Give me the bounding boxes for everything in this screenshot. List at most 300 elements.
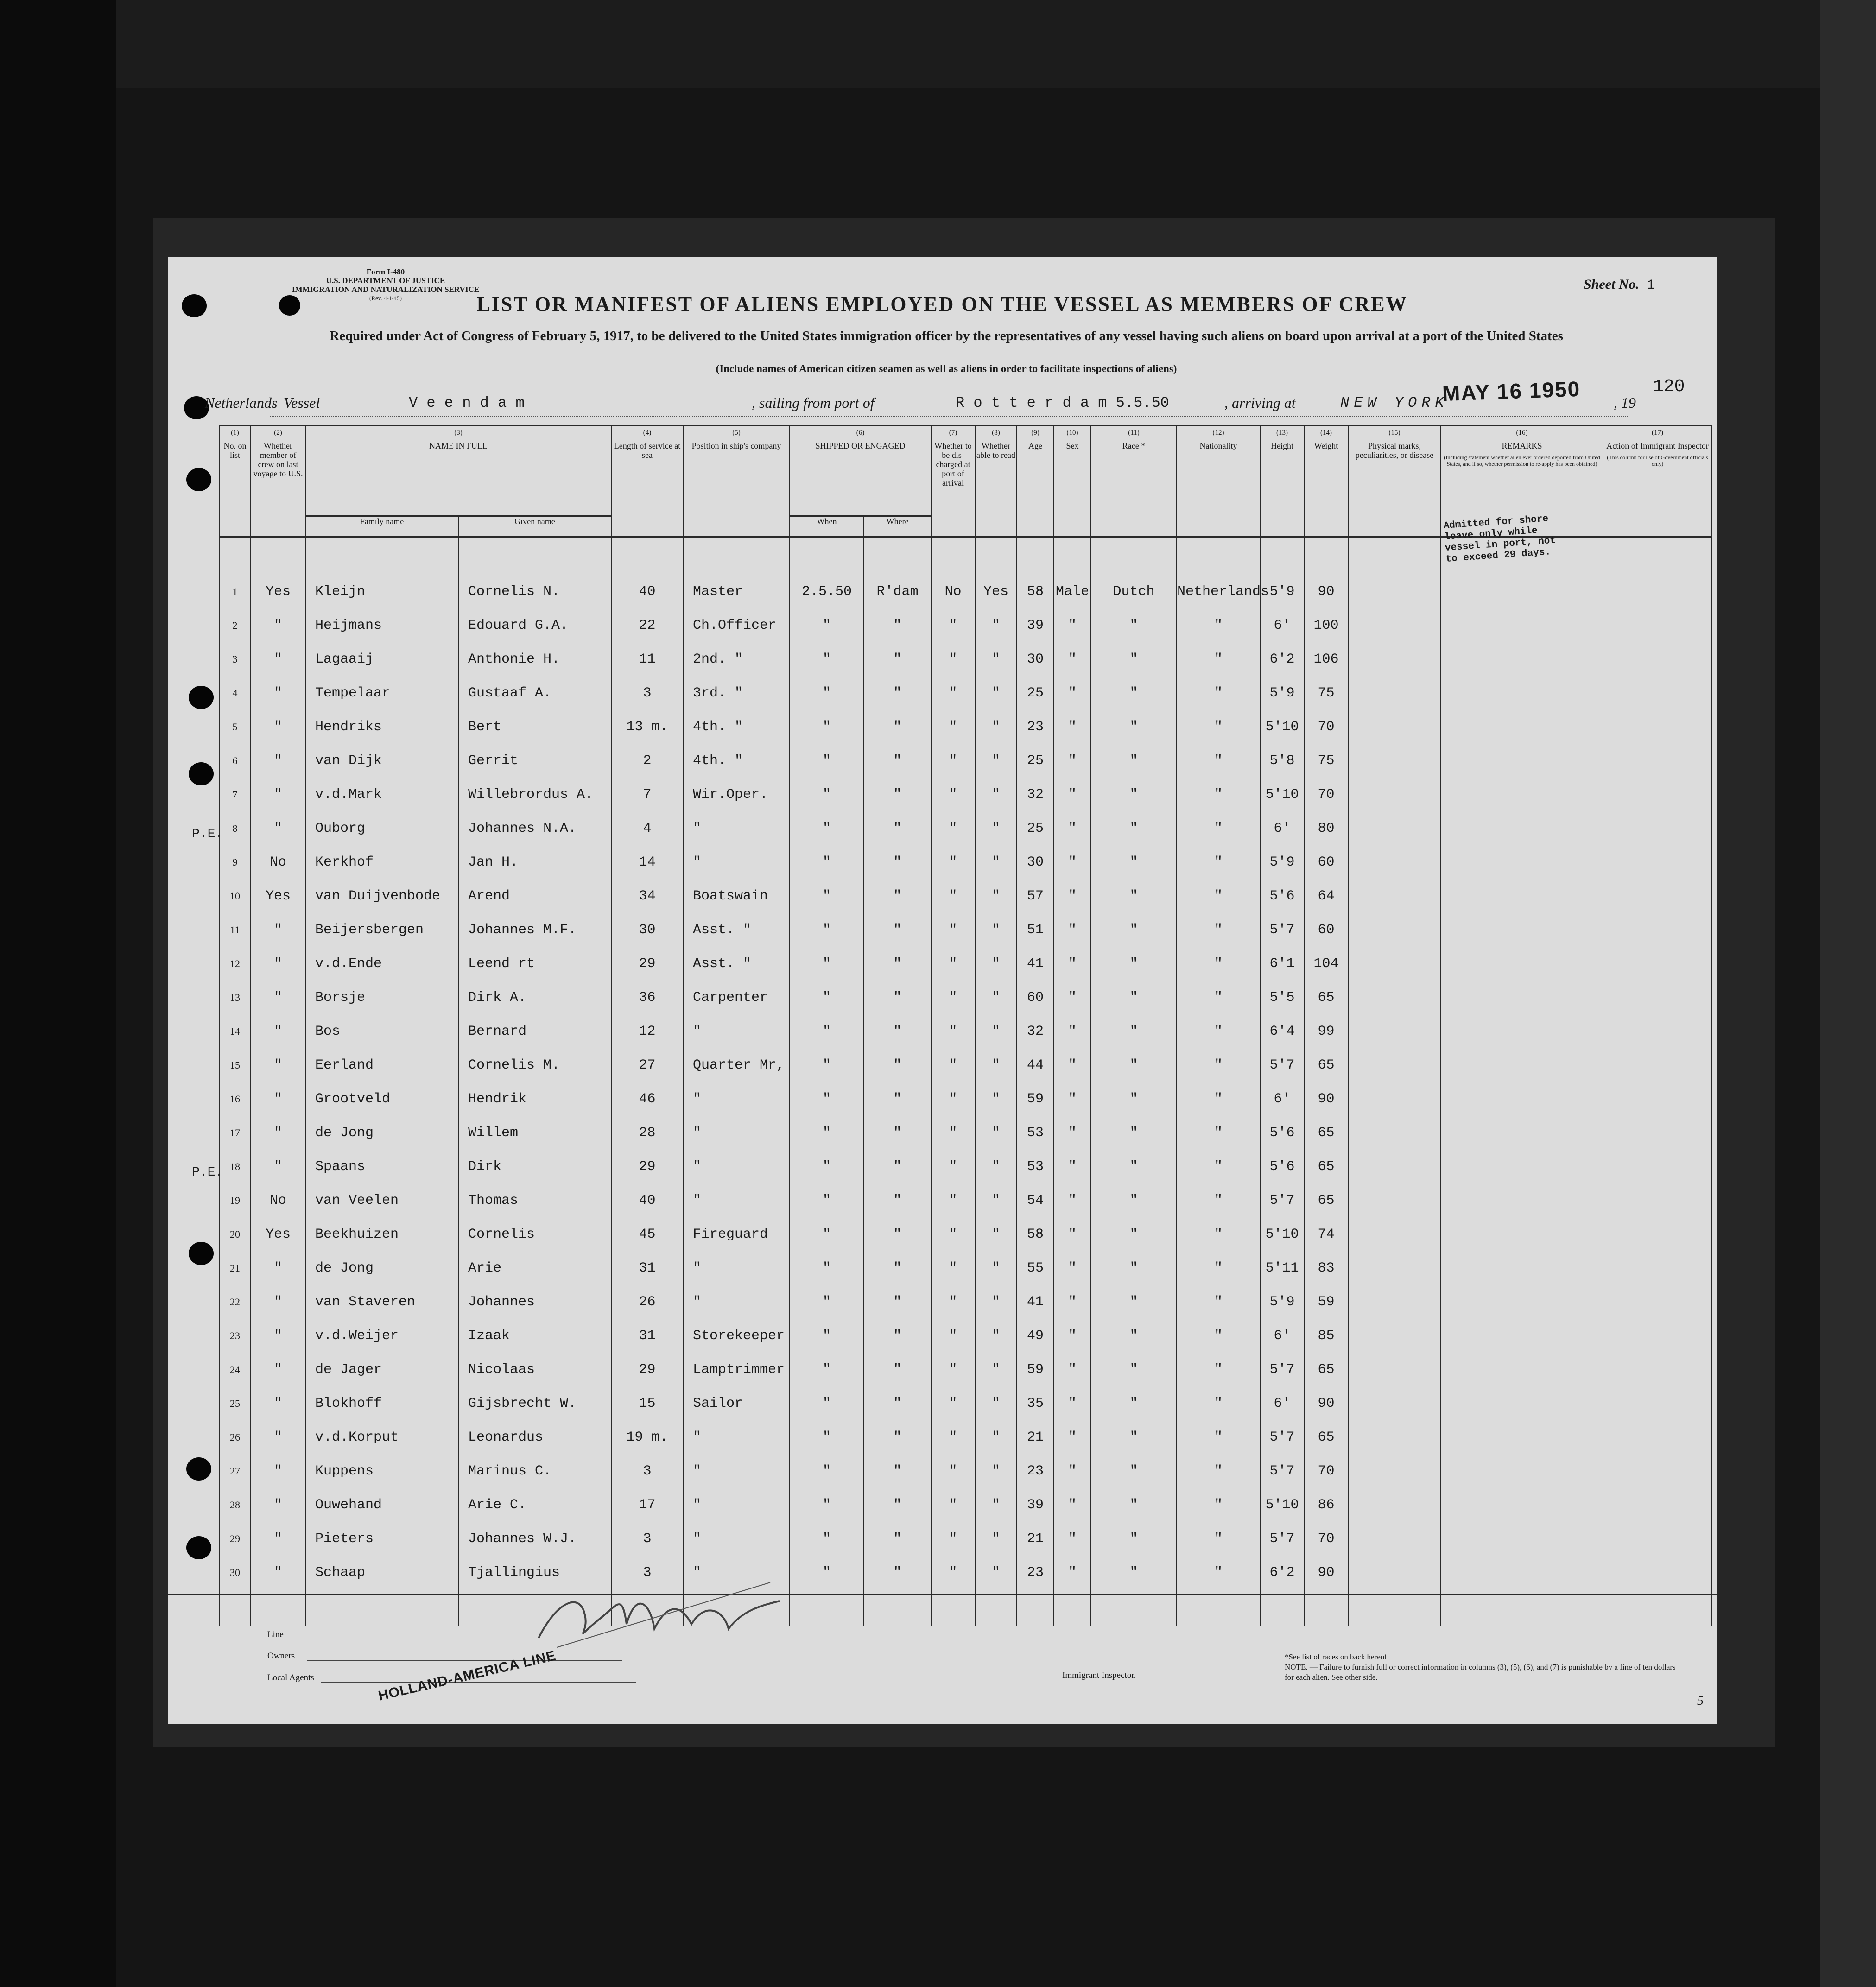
cell-when: " — [790, 1454, 864, 1488]
cell-empty — [1441, 1353, 1603, 1386]
punch-hole — [186, 1536, 211, 1559]
cell-height: 5'11 — [1260, 1251, 1304, 1285]
cell-given: Johannes W.J. — [458, 1522, 611, 1556]
cell-age: 23 — [1017, 1454, 1054, 1488]
cell-position: " — [683, 1556, 790, 1589]
cell-where: " — [864, 1319, 931, 1353]
cell-where: " — [864, 1488, 931, 1522]
cell-disch: " — [931, 1319, 975, 1353]
cell-sex: " — [1054, 947, 1091, 981]
form-department: U.S. DEPARTMENT OF JUSTICE — [326, 276, 445, 285]
cell-when: " — [790, 642, 864, 676]
col-service-header: (4) Length of service at sea — [611, 426, 683, 537]
cell-race: " — [1091, 608, 1177, 642]
cell-no: 14 — [219, 1014, 251, 1048]
cell-empty — [1603, 981, 1712, 1014]
cell-when: " — [790, 1556, 864, 1589]
cell-empty — [1441, 879, 1603, 913]
footer-rule — [321, 1682, 636, 1683]
cell-empty — [1441, 778, 1603, 811]
cell-age: 53 — [1017, 1150, 1054, 1183]
cell-empty — [1348, 1183, 1441, 1217]
cell-empty — [1603, 778, 1712, 811]
cell-nationality: " — [1177, 710, 1260, 744]
form-number: Form I-480 — [366, 267, 405, 276]
cell-empty — [1348, 1150, 1441, 1183]
cell-read: " — [975, 1150, 1017, 1183]
cell-weight: 70 — [1304, 710, 1348, 744]
cell-where: " — [864, 1082, 931, 1116]
cell-when: " — [790, 1014, 864, 1048]
cell-race: " — [1091, 1353, 1177, 1386]
cell-empty — [1348, 744, 1441, 778]
cell-position: 4th. " — [683, 744, 790, 778]
cell-prev: " — [251, 1150, 305, 1183]
cell-disch: " — [931, 947, 975, 981]
col-last-voyage-header: (2) Whether member of crew on last voyage to U.S. — [251, 426, 305, 537]
cell-nationality: " — [1177, 778, 1260, 811]
cell-given: Arie C. — [458, 1488, 611, 1522]
cell-height: 6'2 — [1260, 1556, 1304, 1589]
cell-no: 12 — [219, 947, 251, 981]
cell-nationality: " — [1177, 1454, 1260, 1488]
cell-nationality: " — [1177, 1150, 1260, 1183]
cell-empty — [1441, 1116, 1603, 1150]
cell-family: de Jong — [305, 1251, 458, 1285]
cell-empty — [1441, 1048, 1603, 1082]
cell-disch: " — [931, 710, 975, 744]
cell-family: Ouwehand — [305, 1488, 458, 1522]
cell-empty — [1348, 1556, 1441, 1589]
cell-where: " — [864, 1285, 931, 1319]
cell-weight: 90 — [1304, 1556, 1348, 1589]
cell-prev: " — [251, 1420, 305, 1454]
cell-service: 3 — [611, 1556, 683, 1589]
cell-age: 25 — [1017, 811, 1054, 845]
cell-height: 5'9 — [1260, 845, 1304, 879]
cell-empty — [1441, 1183, 1603, 1217]
cell-height: 5'9 — [1260, 575, 1304, 608]
cell-race: " — [1091, 879, 1177, 913]
cell-sex: " — [1054, 845, 1091, 879]
cell-sex: " — [1054, 642, 1091, 676]
cell-empty — [1348, 778, 1441, 811]
cell-prev: " — [251, 1116, 305, 1150]
cell-disch: " — [931, 778, 975, 811]
cell-age: 55 — [1017, 1251, 1054, 1285]
cell-where: " — [864, 1386, 931, 1420]
cell-read: " — [975, 1454, 1017, 1488]
cell-sex: " — [1054, 981, 1091, 1014]
cell-height: 6' — [1260, 608, 1304, 642]
table-row — [219, 1488, 1712, 1522]
cell-no: 22 — [219, 1285, 251, 1319]
cell-family: Heijmans — [305, 608, 458, 642]
cell-race: " — [1091, 811, 1177, 845]
table-row — [219, 575, 1712, 608]
cell-sex: " — [1054, 710, 1091, 744]
cell-given: Cornelis N. — [458, 575, 611, 608]
col-nationality-header: (12) Nationality — [1177, 426, 1260, 537]
cell-age: 58 — [1017, 1217, 1054, 1251]
cell-weight: 90 — [1304, 1082, 1348, 1116]
margin-mark: P.E. — [192, 827, 223, 842]
cell-empty — [1441, 642, 1603, 676]
cell-read: " — [975, 744, 1017, 778]
cell-service: 14 — [611, 845, 683, 879]
cell-position: " — [683, 1420, 790, 1454]
cell-disch: " — [931, 1183, 975, 1217]
cell-prev: No — [251, 1183, 305, 1217]
cell-race: " — [1091, 1522, 1177, 1556]
cell-height: 5'7 — [1260, 1183, 1304, 1217]
cell-no: 15 — [219, 1048, 251, 1082]
cell-where: " — [864, 1454, 931, 1488]
cell-empty — [1348, 1217, 1441, 1251]
cell-height: 5'6 — [1260, 1150, 1304, 1183]
col-age-header: (9) Age — [1017, 426, 1054, 537]
cell-age: 30 — [1017, 845, 1054, 879]
table-row — [219, 811, 1712, 845]
cell-sex: " — [1054, 879, 1091, 913]
cell-empty — [1603, 913, 1712, 947]
cell-family: Kerkhof — [305, 845, 458, 879]
cell-age: 21 — [1017, 1420, 1054, 1454]
cell-age: 25 — [1017, 676, 1054, 710]
footer-notes — [1285, 1652, 1679, 1683]
cell-weight: 65 — [1304, 1116, 1348, 1150]
cell-empty — [1603, 1082, 1712, 1116]
cell-when: " — [790, 778, 864, 811]
cell-nationality: " — [1177, 608, 1260, 642]
cell-disch: " — [931, 1488, 975, 1522]
cell-empty — [1441, 947, 1603, 981]
cell-empty — [1348, 676, 1441, 710]
cell-when: " — [790, 1386, 864, 1420]
cell-height: 5'10 — [1260, 1217, 1304, 1251]
cell-no: 20 — [219, 1217, 251, 1251]
cell-given: Cornelis M. — [458, 1048, 611, 1082]
cell-family: Spaans — [305, 1150, 458, 1183]
cell-where: " — [864, 1522, 931, 1556]
footer-rule — [307, 1660, 622, 1661]
table-row — [219, 1353, 1712, 1386]
cell-given: Jan H. — [458, 845, 611, 879]
cell-age: 35 — [1017, 1386, 1054, 1420]
cell-weight: 70 — [1304, 1522, 1348, 1556]
cell-nationality: " — [1177, 879, 1260, 913]
cell-family: van Veelen — [305, 1183, 458, 1217]
col-height-header: (13) Height — [1260, 426, 1304, 537]
manifest-sheet — [168, 257, 1717, 1724]
cell-empty — [1441, 1488, 1603, 1522]
cell-prev: " — [251, 744, 305, 778]
cell-given: Arend — [458, 879, 611, 913]
arriving-label: , arriving at — [1224, 394, 1296, 411]
cell-given: Arie — [458, 1251, 611, 1285]
cell-given: Willebrordus A. — [458, 778, 611, 811]
table-row — [219, 1048, 1712, 1082]
cell-read: Yes — [975, 575, 1017, 608]
cell-race: " — [1091, 676, 1177, 710]
cell-family: Bos — [305, 1014, 458, 1048]
cell-read: " — [975, 1319, 1017, 1353]
cell-empty — [1603, 1454, 1712, 1488]
cell-position: Fireguard — [683, 1217, 790, 1251]
cell-when: " — [790, 811, 864, 845]
cell-read: " — [975, 676, 1017, 710]
cell-empty — [1603, 608, 1712, 642]
cell-read: " — [975, 1285, 1017, 1319]
cell-read: " — [975, 1082, 1017, 1116]
cell-empty — [1603, 811, 1712, 845]
cell-race: " — [1091, 981, 1177, 1014]
cell-disch: " — [931, 744, 975, 778]
cell-sex: " — [1054, 1082, 1091, 1116]
cell-sex: " — [1054, 744, 1091, 778]
cell-weight: 65 — [1304, 1048, 1348, 1082]
cell-given: Cornelis — [458, 1217, 611, 1251]
cell-empty — [1441, 575, 1603, 608]
cell-position: 3rd. " — [683, 676, 790, 710]
cell-position: 2nd. " — [683, 642, 790, 676]
vessel-line-rule — [270, 416, 1628, 417]
cell-family: Beekhuizen — [305, 1217, 458, 1251]
punch-hole — [189, 686, 214, 709]
cell-sex: " — [1054, 1353, 1091, 1386]
sheet-number-value: 1 — [1647, 278, 1655, 293]
cell-empty — [1603, 1048, 1712, 1082]
cell-position: Sailor — [683, 1386, 790, 1420]
col-given-name-header: Given name — [458, 516, 611, 537]
cell-sex: " — [1054, 1522, 1091, 1556]
cell-given: Tjallingius — [458, 1556, 611, 1589]
sailing-label: , sailing from port of — [752, 394, 875, 411]
cell-sex: " — [1054, 1048, 1091, 1082]
cell-empty — [1348, 1048, 1441, 1082]
cell-read: " — [975, 811, 1017, 845]
cell-position: " — [683, 1454, 790, 1488]
table-row — [219, 1082, 1712, 1116]
cell-where: " — [864, 913, 931, 947]
cell-no: 2 — [219, 608, 251, 642]
cell-family: Ouborg — [305, 811, 458, 845]
cell-sex: " — [1054, 811, 1091, 845]
cell-service: 19 m. — [611, 1420, 683, 1454]
cell-family: Lagaaij — [305, 642, 458, 676]
cell-empty — [1441, 1420, 1603, 1454]
cell-race: " — [1091, 1556, 1177, 1589]
cell-empty — [1441, 608, 1603, 642]
cell-disch: " — [931, 845, 975, 879]
cell-empty — [1603, 744, 1712, 778]
cell-family: Beijersbergen — [305, 913, 458, 947]
cell-height: 5'9 — [1260, 1285, 1304, 1319]
cell-nationality: " — [1177, 913, 1260, 947]
cell-empty — [1348, 1386, 1441, 1420]
cell-position: " — [683, 1251, 790, 1285]
cell-nationality: " — [1177, 1285, 1260, 1319]
cell-given: Bert — [458, 710, 611, 744]
cell-race: " — [1091, 642, 1177, 676]
cell-service: 34 — [611, 879, 683, 913]
cell-sex: " — [1054, 1014, 1091, 1048]
date-stamp: MAY 16 1950 — [1442, 376, 1581, 406]
cell-family: Eerland — [305, 1048, 458, 1082]
cell-prev: " — [251, 1454, 305, 1488]
cell-sex: " — [1054, 1454, 1091, 1488]
col-physical-marks-header: (15) Physical marks, peculiarities, or disease — [1348, 426, 1441, 537]
cell-no: 11 — [219, 913, 251, 947]
page-title: LIST OR MANIFEST OF ALIENS EMPLOYED ON THE VESSEL AS MEMBERS OF CREW — [476, 293, 1408, 316]
cell-disch: " — [931, 1014, 975, 1048]
cell-disch: " — [931, 1285, 975, 1319]
cell-empty — [1603, 1353, 1712, 1386]
col-read-header: (8) Whether able to read — [975, 426, 1017, 537]
cell-empty — [1603, 642, 1712, 676]
cell-nationality: " — [1177, 1386, 1260, 1420]
col-where-header: Where — [864, 516, 931, 537]
cell-service: 3 — [611, 1522, 683, 1556]
cell-empty — [1603, 676, 1712, 710]
cell-weight: 65 — [1304, 1150, 1348, 1183]
cell-empty — [1603, 575, 1712, 608]
cell-weight: 60 — [1304, 845, 1348, 879]
sheet-code: 120 — [1653, 377, 1685, 397]
cell-given: Gijsbrecht W. — [458, 1386, 611, 1420]
cell-empty — [1441, 981, 1603, 1014]
col-remarks-header: (16) REMARKS (Including statement whether alien ever ordered deported from United States, and if so, whether permission to re-apply has been obtained) — [1441, 426, 1603, 537]
cell-position: Lamptrimmer — [683, 1353, 790, 1386]
cell-empty — [1441, 913, 1603, 947]
cell-read: " — [975, 710, 1017, 744]
cell-disch: " — [931, 1150, 975, 1183]
cell-no: 10 — [219, 879, 251, 913]
cell-no: 25 — [219, 1386, 251, 1420]
cell-disch: " — [931, 811, 975, 845]
col-race-header: (11) Race * — [1091, 426, 1177, 537]
cell-position: " — [683, 811, 790, 845]
col-family-name-header: Family name — [305, 516, 458, 537]
cell-prev: " — [251, 1082, 305, 1116]
cell-age: 30 — [1017, 642, 1054, 676]
cell-race: " — [1091, 1048, 1177, 1082]
cell-age: 41 — [1017, 947, 1054, 981]
cell-weight: 90 — [1304, 575, 1348, 608]
cell-race: " — [1091, 1116, 1177, 1150]
cell-service: 36 — [611, 981, 683, 1014]
cell-prev: " — [251, 676, 305, 710]
cell-race: " — [1091, 1082, 1177, 1116]
cell-height: 5'5 — [1260, 981, 1304, 1014]
cell-service: 17 — [611, 1488, 683, 1522]
cell-race: " — [1091, 1014, 1177, 1048]
cell-prev: " — [251, 642, 305, 676]
cell-position: " — [683, 1522, 790, 1556]
cell-given: Bernard — [458, 1014, 611, 1048]
cell-service: 45 — [611, 1217, 683, 1251]
cell-weight: 90 — [1304, 1386, 1348, 1420]
cell-service: 15 — [611, 1386, 683, 1420]
cell-nationality: " — [1177, 1353, 1260, 1386]
cell-nationality: " — [1177, 676, 1260, 710]
cell-height: 5'8 — [1260, 744, 1304, 778]
cell-weight: 60 — [1304, 913, 1348, 947]
film-border-left — [0, 0, 116, 1987]
cell-service: 28 — [611, 1116, 683, 1150]
cell-weight: 70 — [1304, 1454, 1348, 1488]
table-row — [219, 642, 1712, 676]
cell-no: 1 — [219, 575, 251, 608]
cell-prev: " — [251, 1319, 305, 1353]
cell-where: " — [864, 845, 931, 879]
cell-given: Johannes — [458, 1285, 611, 1319]
cell-disch: " — [931, 1217, 975, 1251]
cell-position: Quarter Mr, — [683, 1048, 790, 1082]
cell-empty — [1441, 1556, 1603, 1589]
cell-where: " — [864, 778, 931, 811]
cell-sex: " — [1054, 1420, 1091, 1454]
col-discharged-header: (7) Whether to be dis-charged at port of arrival — [931, 426, 975, 537]
cell-nationality: " — [1177, 1183, 1260, 1217]
cell-prev: " — [251, 1285, 305, 1319]
cell-nationality: " — [1177, 1082, 1260, 1116]
cell-sex: " — [1054, 1217, 1091, 1251]
cell-prev: " — [251, 811, 305, 845]
cell-height: 5'7 — [1260, 913, 1304, 947]
table-row — [219, 744, 1712, 778]
cell-disch: " — [931, 608, 975, 642]
cell-race: " — [1091, 845, 1177, 879]
cell-sex: " — [1054, 1183, 1091, 1217]
table-row — [219, 981, 1712, 1014]
cell-age: 32 — [1017, 1014, 1054, 1048]
cell-family: Schaap — [305, 1556, 458, 1589]
vessel-line — [205, 394, 1679, 417]
cell-empty — [1441, 1251, 1603, 1285]
table-row — [219, 608, 1712, 642]
cell-position: " — [683, 845, 790, 879]
cell-family: Grootveld — [305, 1082, 458, 1116]
cell-where: " — [864, 947, 931, 981]
cell-age: 25 — [1017, 744, 1054, 778]
cell-empty — [1348, 913, 1441, 947]
cell-empty — [1348, 879, 1441, 913]
cell-sex: " — [1054, 778, 1091, 811]
cell-given: Leonardus — [458, 1420, 611, 1454]
cell-family: Borsje — [305, 981, 458, 1014]
cell-prev: " — [251, 1386, 305, 1420]
cell-when: " — [790, 1420, 864, 1454]
cell-where: " — [864, 811, 931, 845]
cell-service: 40 — [611, 575, 683, 608]
cell-service: 2 — [611, 744, 683, 778]
table-row — [219, 1014, 1712, 1048]
table-row — [219, 778, 1712, 811]
cell-when: " — [790, 1353, 864, 1386]
table-row — [219, 1251, 1712, 1285]
cell-sex: " — [1054, 1150, 1091, 1183]
cell-nationality: " — [1177, 1522, 1260, 1556]
cell-sex: " — [1054, 1556, 1091, 1589]
cell-empty — [1348, 642, 1441, 676]
cell-family: van Duijvenbode — [305, 879, 458, 913]
cell-no: 7 — [219, 778, 251, 811]
cell-race: " — [1091, 947, 1177, 981]
film-border-right — [1820, 0, 1876, 1987]
cell-prev: " — [251, 608, 305, 642]
cell-position: Storekeeper — [683, 1319, 790, 1353]
